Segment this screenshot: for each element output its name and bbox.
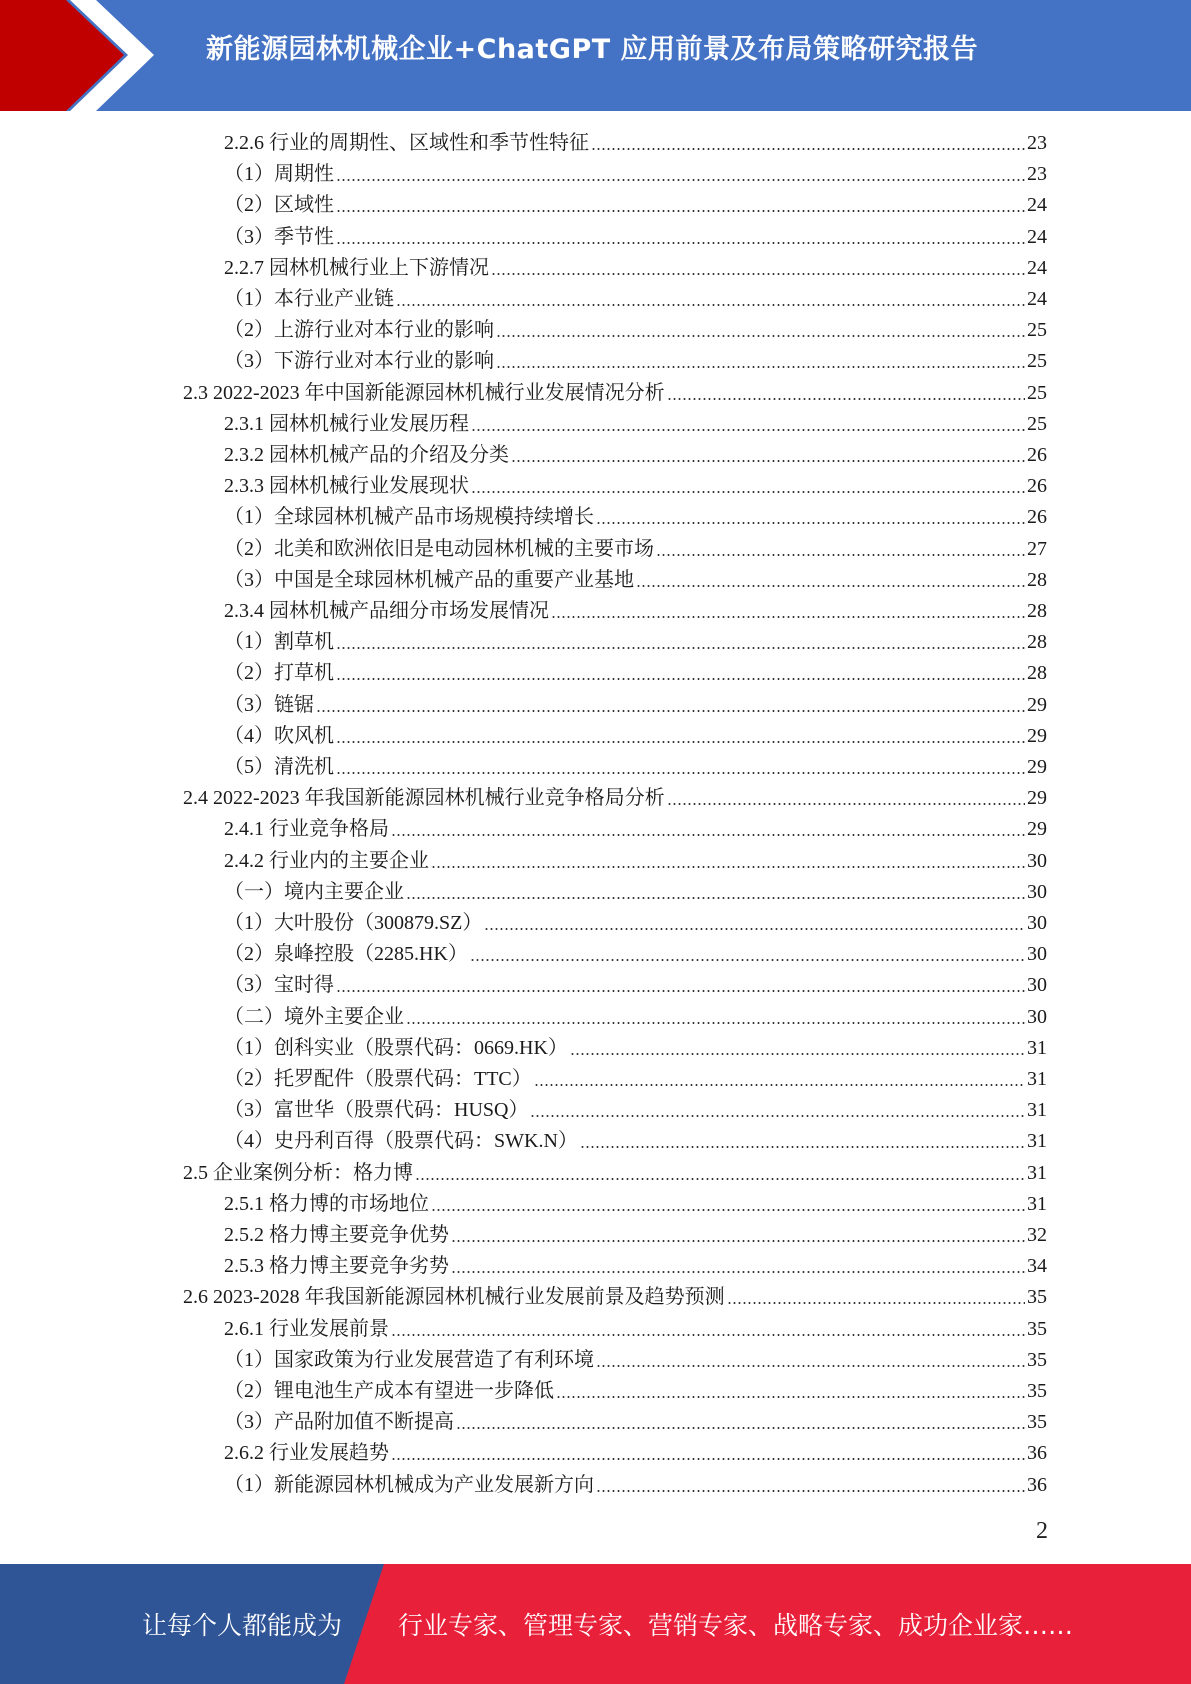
toc-entry-label: 2.4.2 行业内的主要企业	[224, 849, 429, 872]
toc-entry-label: （1）大叶股份（300879.SZ）	[224, 912, 483, 934]
toc-entry-label: （2）区域性	[224, 194, 334, 217]
toc-entry-page: 29	[1027, 756, 1047, 778]
toc-dot-leader	[471, 490, 1025, 494]
toc-entry-label: 2.6 2023-2028 年我国新能源园林机械行业发展前景及趋势预测	[183, 1286, 725, 1309]
toc-dot-leader	[456, 1426, 1025, 1430]
toc-entry-page: 31	[1027, 1161, 1047, 1184]
toc-entry-page: 35	[1027, 1348, 1047, 1371]
toc-dot-leader	[667, 802, 1025, 806]
toc-entry-page: 35	[1027, 1317, 1047, 1340]
toc-entry-label: 2.6.2 行业发展趋势	[224, 1442, 389, 1465]
toc-entry[interactable]	[224, 190, 1047, 221]
toc-entry-label: 2.5.1 格力博的市场地位	[224, 1192, 429, 1215]
page-footer	[0, 1564, 1191, 1684]
toc-dot-leader	[406, 896, 1025, 900]
toc-entry-label: （4）吹风机	[224, 724, 334, 747]
toc-entry-label: （3）产品附加值不断提高	[224, 1411, 454, 1434]
toc-entry[interactable]	[224, 721, 1047, 752]
toc-entry[interactable]	[224, 1407, 1047, 1438]
toc-dot-leader	[316, 709, 1025, 713]
toc-entry-label: （1）国家政策为行业发展营造了有利环境	[224, 1348, 594, 1371]
toc-dot-leader	[471, 428, 1025, 432]
toc-dot-leader	[336, 209, 1025, 213]
toc-dot-leader	[591, 147, 1025, 151]
toc-dot-leader	[336, 178, 1025, 182]
toc-entry-label: （2）托罗配件（股票代码：TTC）	[224, 1068, 532, 1090]
toc-dot-leader	[511, 459, 1025, 463]
report-title: 新能源园林机械企业+ChatGPT 应用前景及布局策略研究报告	[206, 34, 979, 65]
toc-entry[interactable]	[224, 814, 1047, 845]
toc-entry-page: 31	[1027, 1192, 1047, 1215]
toc-dot-leader	[431, 1208, 1025, 1212]
toc-entry[interactable]	[224, 1220, 1047, 1251]
toc-entry-page: 24	[1027, 288, 1047, 310]
toc-entry-label: （2）北美和欧洲依旧是电动园林机械的主要市场	[224, 537, 654, 560]
toc-entry[interactable]	[224, 1126, 1047, 1157]
toc-dot-leader	[451, 1239, 1025, 1243]
toc-entry-label: 2.6.1 行业发展前景	[224, 1317, 389, 1340]
toc-entry[interactable]	[224, 1251, 1047, 1282]
toc-entry-page: 25	[1027, 319, 1047, 342]
toc-entry[interactable]	[183, 1282, 1047, 1313]
toc-dot-leader	[570, 1052, 1025, 1056]
toc-entry-page: 27	[1027, 537, 1047, 560]
toc-entry[interactable]	[183, 783, 1047, 814]
toc-entry-page: 26	[1027, 444, 1047, 466]
toc-entry-page: 31	[1027, 1036, 1047, 1059]
toc-entry-label: 2.5.2 格力博主要竞争优势	[224, 1224, 449, 1246]
toc-entry[interactable]	[224, 627, 1047, 658]
toc-entry-label: 2.2.6 行业的周期性、区域性和季节性特征	[224, 132, 589, 154]
toc-dot-leader	[496, 334, 1025, 338]
toc-dot-leader	[596, 1489, 1025, 1493]
toc-entry[interactable]	[224, 502, 1047, 533]
toc-entry-label: （2）打草机	[224, 662, 334, 685]
toc-entry[interactable]	[224, 877, 1047, 908]
toc-entry-page: 29	[1027, 787, 1047, 810]
toc-entry[interactable]	[224, 1189, 1047, 1220]
toc-entry-label: （3）链锯	[224, 693, 314, 716]
toc-entry-label: （二）境外主要企业	[224, 1005, 404, 1028]
toc-entry-label: （4）史丹利百得（股票代码：SWK.N）	[224, 1130, 578, 1153]
toc-entry[interactable]	[224, 471, 1047, 502]
toc-entry-page: 34	[1027, 1255, 1047, 1278]
toc-entry[interactable]	[224, 222, 1047, 253]
toc-entry-label: （1）创科实业（股票代码：0669.HK）	[224, 1036, 568, 1059]
toc-entry-page: 28	[1027, 662, 1047, 685]
toc-entry[interactable]	[224, 908, 1047, 939]
toc-entry-label: 2.4.1 行业竞争格局	[224, 818, 389, 841]
toc-entry-label: （3）季节性	[224, 225, 334, 248]
toc-entry-page: 28	[1027, 600, 1047, 622]
toc-entry-page: 29	[1027, 693, 1047, 716]
toc-entry[interactable]	[224, 1002, 1047, 1033]
toc-dot-leader	[396, 303, 1025, 307]
toc-entry-page: 24	[1027, 194, 1047, 217]
toc-entry[interactable]	[224, 1033, 1047, 1064]
toc-entry[interactable]	[224, 846, 1047, 877]
toc-dot-leader	[336, 677, 1025, 681]
toc-entry[interactable]	[224, 315, 1047, 346]
toc-entry[interactable]	[224, 440, 1047, 471]
toc-entry-page: 26	[1027, 475, 1047, 498]
toc-dot-leader	[636, 584, 1025, 588]
toc-entry[interactable]	[224, 346, 1047, 377]
toc-dot-leader	[406, 1021, 1025, 1025]
toc-dot-leader	[336, 989, 1025, 993]
toc-dot-leader	[391, 1333, 1025, 1337]
toc-entry[interactable]	[224, 1438, 1047, 1469]
toc-entry[interactable]	[224, 939, 1047, 970]
toc-dot-leader	[336, 740, 1025, 744]
footer-slogan-left: 让每个人都能成为	[142, 1611, 343, 1640]
toc-entry-page: 30	[1027, 1005, 1047, 1028]
toc-entry-page: 25	[1027, 381, 1047, 404]
toc-entry-page: 36	[1027, 1442, 1047, 1465]
toc-dot-leader	[391, 1457, 1025, 1461]
toc-entry-label: 2.5.3 格力博主要竞争劣势	[224, 1255, 449, 1278]
toc-entry-label: 2.3.3 园林机械行业发展现状	[224, 475, 469, 498]
toc-entry-label: 2.3.4 园林机械产品细分市场发展情况	[224, 600, 549, 622]
toc-dot-leader	[336, 241, 1025, 245]
toc-entry[interactable]	[224, 1376, 1047, 1407]
toc-entry-label: （5）清洗机	[224, 756, 334, 778]
toc-entry-page: 24	[1027, 256, 1047, 279]
toc-dot-leader	[470, 958, 1025, 962]
toc-entry-page: 23	[1027, 132, 1047, 154]
toc-entry[interactable]	[224, 752, 1047, 783]
toc-entry[interactable]	[224, 284, 1047, 315]
toc-entry-page: 25	[1027, 350, 1047, 373]
toc-entry-label: 2.2.7 园林机械行业上下游情况	[224, 256, 489, 279]
toc-dot-leader	[596, 521, 1025, 525]
toc-entry-label: （1）全球园林机械产品市场规模持续增长	[224, 506, 594, 529]
toc-entry-page: 29	[1027, 818, 1047, 841]
toc-entry[interactable]	[183, 1158, 1047, 1189]
toc-dot-leader	[336, 646, 1025, 650]
toc-entry-label: （3）中国是全球园林机械产品的重要产业基地	[224, 568, 634, 591]
toc-entry-page: 35	[1027, 1411, 1047, 1434]
toc-entry[interactable]	[224, 159, 1047, 190]
toc-dot-leader	[534, 1083, 1025, 1087]
toc-entry[interactable]	[224, 1095, 1047, 1126]
toc-entry-page: 26	[1027, 506, 1047, 529]
toc-entry-page: 28	[1027, 631, 1047, 654]
toc-entry-page: 24	[1027, 225, 1047, 248]
toc-dot-leader	[580, 1145, 1025, 1149]
toc-entry-label: （1）周期性	[224, 163, 334, 186]
toc-entry-page: 35	[1027, 1380, 1047, 1402]
toc-entry-page: 31	[1027, 1068, 1047, 1090]
toc-entry[interactable]	[224, 690, 1047, 721]
toc-entry-label: （2）锂电池生产成本有望进一步降低	[224, 1380, 554, 1402]
toc-entry-label: （3）富世华（股票代码：HUSQ）	[224, 1099, 529, 1122]
toc-entry-label: 2.3.2 园林机械产品的介绍及分类	[224, 444, 509, 466]
toc-entry[interactable]	[224, 1345, 1047, 1376]
toc-entry-label: （一）境内主要企业	[224, 880, 404, 903]
toc-dot-leader	[530, 1114, 1025, 1118]
toc-entry[interactable]	[224, 1064, 1047, 1095]
toc-entry-page: 30	[1027, 943, 1047, 966]
toc-entry-label: （3）下游行业对本行业的影响	[224, 350, 494, 373]
toc-entry-page: 30	[1027, 880, 1047, 903]
page-header	[0, 0, 1191, 111]
toc-entry-label: （1）本行业产业链	[224, 288, 394, 310]
toc-entry-label: （2）上游行业对本行业的影响	[224, 319, 494, 342]
toc-entry-page: 30	[1027, 849, 1047, 872]
toc-entry[interactable]	[224, 253, 1047, 284]
toc-entry-page: 29	[1027, 724, 1047, 747]
toc-entry-label: （3）宝时得	[224, 974, 334, 997]
toc-entry[interactable]	[224, 596, 1047, 627]
toc-dot-leader	[391, 833, 1025, 837]
toc-dot-leader	[551, 615, 1025, 619]
toc-entry[interactable]	[183, 378, 1047, 409]
footer-slogan-right: 行业专家、管理专家、营销专家、战略专家、成功企业家……	[398, 1611, 1074, 1640]
toc-dot-leader	[451, 1270, 1025, 1274]
page-number: 2	[1036, 1518, 1048, 1544]
toc-dot-leader	[484, 927, 1025, 931]
toc-dot-leader	[667, 397, 1025, 401]
toc-dot-leader	[491, 272, 1025, 276]
toc-entry[interactable]	[224, 1314, 1047, 1345]
toc-dot-leader	[727, 1301, 1025, 1305]
toc-dot-leader	[556, 1395, 1025, 1399]
toc-entry-label: 2.3.1 园林机械行业发展历程	[224, 412, 469, 435]
toc-dot-leader	[656, 553, 1025, 557]
toc-dot-leader	[431, 865, 1025, 869]
toc-entry-label: （1）割草机	[224, 631, 334, 654]
toc-dot-leader	[336, 771, 1025, 775]
toc-entry-page: 30	[1027, 974, 1047, 997]
toc-entry[interactable]	[224, 1470, 1047, 1501]
toc-entry-page: 31	[1027, 1130, 1047, 1153]
toc-entry-page: 25	[1027, 412, 1047, 435]
toc-entry-page: 35	[1027, 1286, 1047, 1309]
toc-dot-leader	[596, 1364, 1025, 1368]
toc-entry[interactable]	[224, 409, 1047, 440]
toc-entry-label: （1）新能源园林机械成为产业发展新方向	[224, 1473, 594, 1496]
toc-dot-leader	[496, 365, 1025, 369]
toc-entry[interactable]	[224, 565, 1047, 596]
toc-entry-page: 28	[1027, 568, 1047, 591]
toc-entry[interactable]	[224, 128, 1047, 159]
toc-entry-page: 36	[1027, 1473, 1047, 1496]
toc-entry[interactable]	[224, 658, 1047, 689]
toc-entry-page: 31	[1027, 1099, 1047, 1122]
toc-entry-label: 2.5 企业案例分析：格力博	[183, 1161, 413, 1184]
toc-entry-page: 32	[1027, 1224, 1047, 1246]
toc-entry-page: 30	[1027, 912, 1047, 934]
toc-entry[interactable]	[224, 534, 1047, 565]
toc-dot-leader	[415, 1177, 1025, 1181]
toc-entry-page: 23	[1027, 163, 1047, 186]
toc-entry-label: 2.4 2022-2023 年我国新能源园林机械行业竞争格局分析	[183, 787, 665, 810]
toc-entry[interactable]	[224, 970, 1047, 1001]
toc-entry-label: 2.3 2022-2023 年中国新能源园林机械行业发展情况分析	[183, 381, 665, 404]
toc-entry-label: （2）泉峰控股（2285.HK）	[224, 943, 468, 966]
